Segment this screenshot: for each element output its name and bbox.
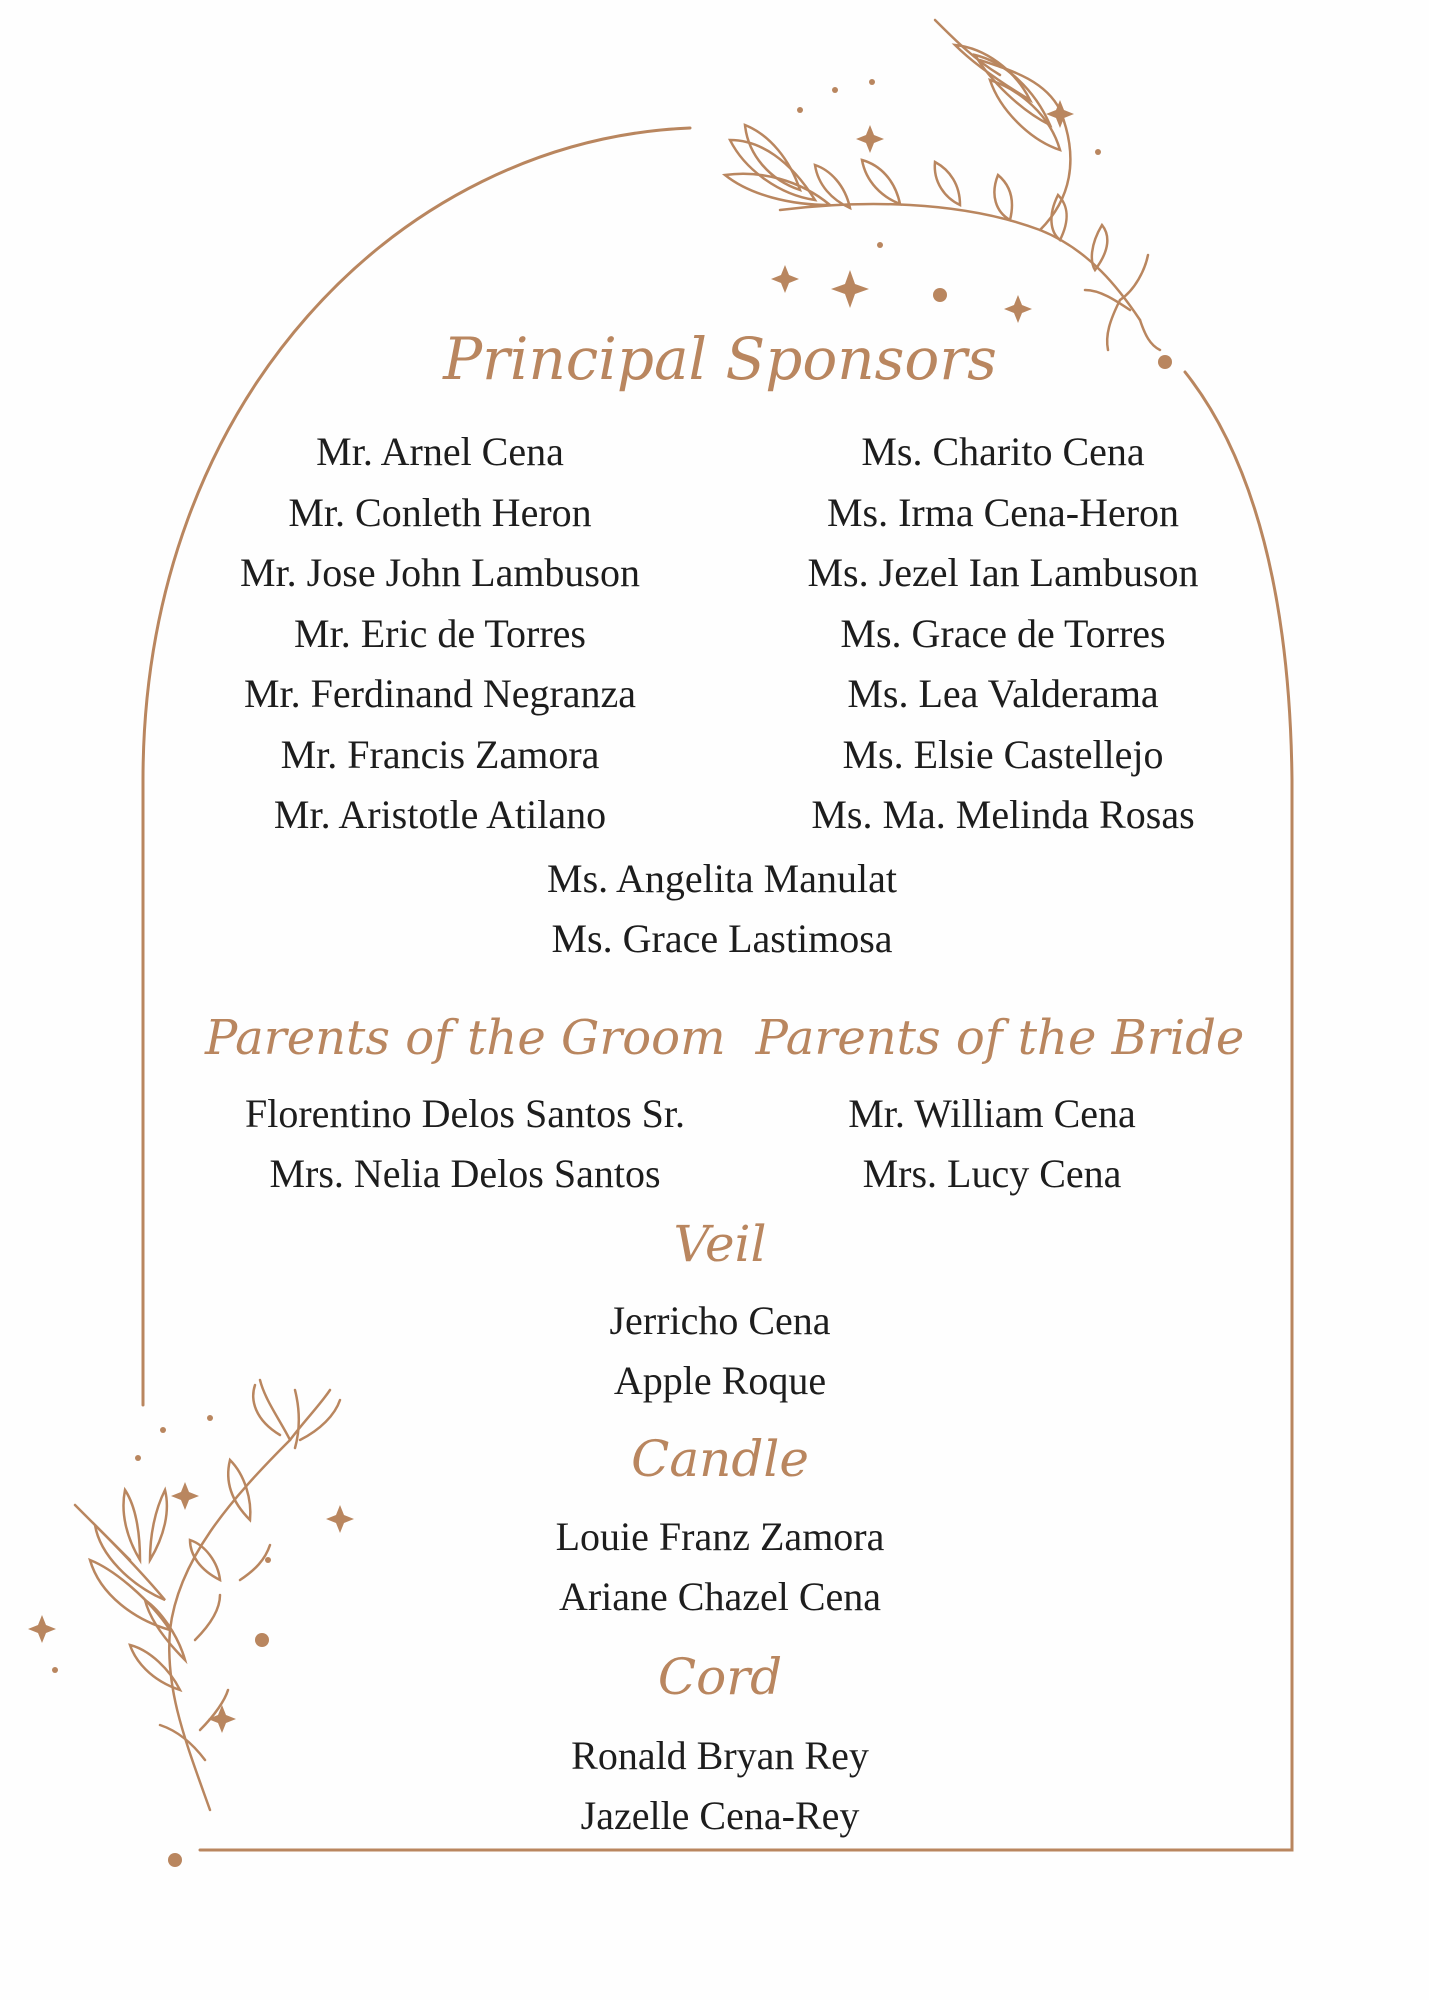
veil-heading: Veil (673, 1215, 767, 1273)
name-entry: Florentino Delos Santos Sr. (244, 1091, 686, 1136)
parents-groom-heading: Parents of the Groom (205, 1010, 726, 1066)
name-entry: Mr. Ferdinand Negranza (243, 671, 637, 716)
name-entry: Ronald Bryan Rey (571, 1733, 869, 1778)
name-entry: Ms. Grace de Torres (840, 610, 1166, 656)
name-entry: Ms. Lea Valderama (847, 671, 1159, 716)
name-entry: Ms. Jezel Ian Lambuson (807, 550, 1199, 595)
name-entry: Jerricho Cena (609, 1298, 831, 1343)
candle-heading: Candle (631, 1430, 809, 1488)
floral-branch-bottom-icon (75, 1380, 340, 1810)
name-entry: Ms. Ma. Melinda Rosas (811, 792, 1195, 837)
parents-bride-heading: Parents of the Bride (755, 1010, 1245, 1066)
name-entry: Ms. Charito Cena (861, 429, 1145, 474)
name-entry: Louie Franz Zamora (555, 1514, 885, 1559)
name-entry: Ariane Chazel Cena (558, 1574, 882, 1619)
name-entry: Mr. Aristotle Atilano (273, 792, 607, 837)
name-entry: Apple Roque (613, 1358, 827, 1403)
name-entry: Mr. William Cena (848, 1091, 1136, 1136)
name-entry: Mrs. Nelia Delos Santos (269, 1151, 661, 1196)
name-entry: Ms. Elsie Castellejo (842, 731, 1164, 777)
name-entry: Mr. Francis Zamora (280, 731, 600, 777)
name-entry: Ms. Irma Cena-Heron (826, 489, 1180, 535)
name-entry: Jazelle Cena-Rey (580, 1793, 860, 1838)
cord-heading: Cord (657, 1648, 783, 1706)
name-entry: Mr. Arnel Cena (316, 429, 564, 474)
star-sparkles-bottom-icon (28, 1415, 354, 1867)
name-entry: Mrs. Lucy Cena (862, 1151, 1122, 1196)
name-entry: Mr. Conleth Heron (288, 489, 592, 535)
name-entry: Mr. Eric de Torres (294, 610, 586, 656)
name-entry: Ms. Angelita Manulat (547, 856, 897, 901)
name-entry: Mr. Jose John Lambuson (240, 550, 640, 595)
name-entry: Ms. Grace Lastimosa (551, 916, 893, 961)
principal-sponsors-heading: Principal Sponsors (443, 325, 997, 393)
